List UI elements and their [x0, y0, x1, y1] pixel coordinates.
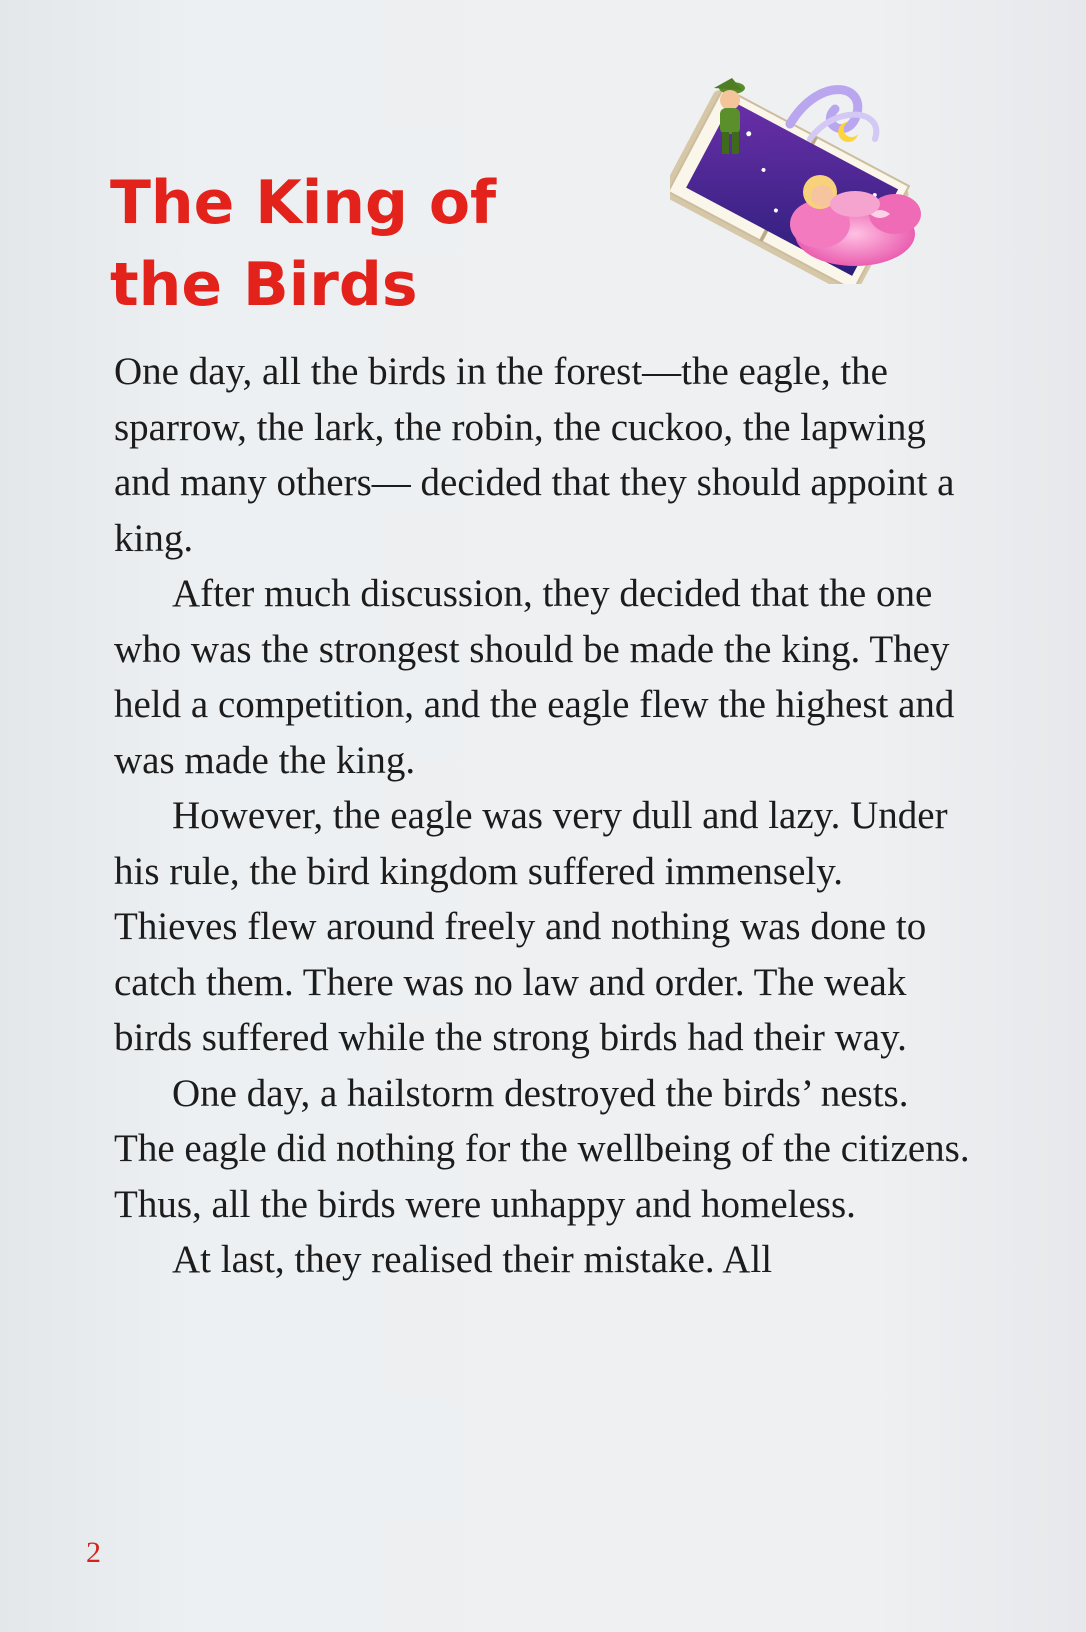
- paragraph-2: After much discussion, they decided that the one who was the strongest should be made the king. They held a competition, and the eagle flew the highest and was made the king.: [114, 572, 955, 782]
- story-title-line-1: The King of: [110, 168, 497, 238]
- story-text: [114, 344, 974, 1288]
- paragraph-4: One day, a hailstorm destroyed the birds’ nests. The eagle did nothing for the wellbeing of the citizens. Thus, all the birds were unhappy and homeless.: [114, 1071, 970, 1226]
- paragraph-1: One day, all the birds in the forest—the eagle, the sparrow, the lark, the robin, the cuckoo, the lapwing and many others— decided that they should appoint a king.: [114, 350, 955, 560]
- story-title: [110, 162, 496, 326]
- story-title-line-2: the Birds: [110, 250, 418, 320]
- page-number: 2: [86, 1536, 101, 1569]
- paragraph-3: However, the eagle was very dull and lazy. Under his rule, the bird kingdom suffered immensely. Thieves flew around freely and nothing was done to catch them. There was no law and order. The weak birds suffered while the strong birds had their way.: [114, 794, 948, 1059]
- paragraph-5: At last, they realised their mistake. All: [172, 1238, 773, 1281]
- storybook-fairy-tale-icon: [670, 64, 950, 284]
